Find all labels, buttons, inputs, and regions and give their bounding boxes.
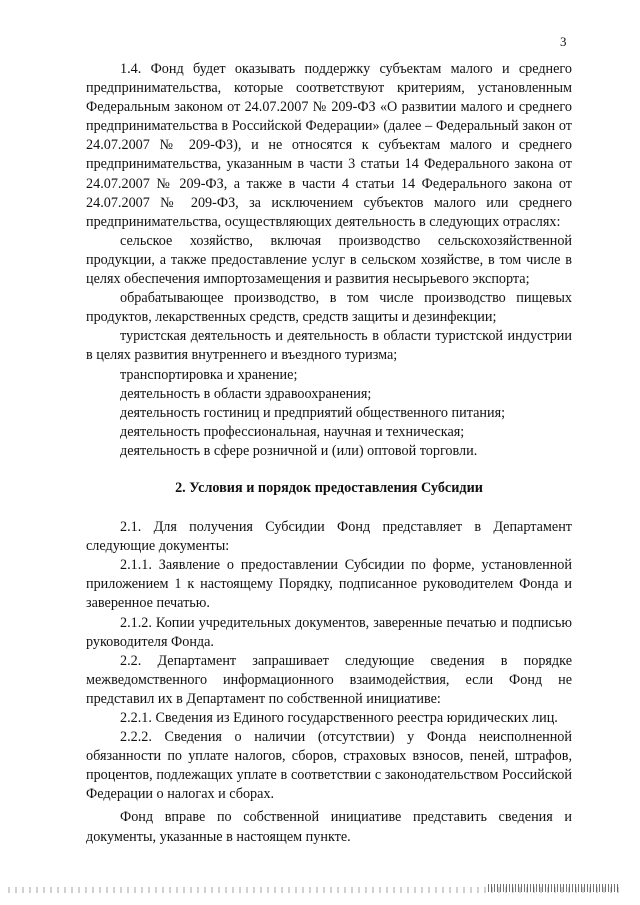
list-item-science: деятельность профессиональная, научная и техническая; [120, 423, 465, 440]
scan-artifact-marks [488, 884, 618, 892]
list-item-hospitality: деятельность гостиниц и предприятий общественного питания; [120, 404, 506, 421]
list-item-manufacturing: обрабатывающее производство, в том числе производство пищевых продуктов, лекарственных средств, средств защиты и дезинфекции; [86, 290, 572, 326]
page-number: 3 [560, 34, 567, 49]
document-body [86, 60, 572, 847]
list-item-trade: деятельность в сфере розничной и (или) оптовой торговли. [120, 442, 478, 459]
paragraph-fund-right: Фонд вправе по собственной инициативе представить сведения и документы, указанные в настоящем пункте. [86, 809, 572, 845]
paragraph-2-2-1: 2.2.1. Сведения из Единого государственного реестра юридических лиц. [120, 710, 558, 726]
paragraph-2-1-2: 2.1.2. Копии учредительных документов, заверенные печатью и подписью руководителя Фонда. [86, 614, 572, 650]
list-item-transport: транспортировка и хранение; [120, 366, 298, 383]
paragraph-2-2-2: 2.2.2. Сведения о наличии (отсутствии) у Фонда неисполненной обязанности по уплате налогов, сборов, страховых взносов, пеней, штрафов, процентов, подлежащих уплате в соответствии с законодательством Российской Федерации о налогах и сборах. [86, 729, 572, 803]
paragraph-2-1: 2.1. Для получения Субсидии Фонд представляет в Департамент следующие документы: [86, 519, 572, 555]
list-item-tourism: туристская деятельность и деятельность в области туристской индустрии в целях развития внутреннего и въездного туризма; [86, 328, 572, 364]
section-2-heading: 2. Условия и порядок предоставления Субсидии [175, 479, 483, 496]
paragraph-1-4: 1.4. Фонд будет оказывать поддержку субъектам малого и среднего предпринимательства, которые соответствуют критериям, установленным Федеральным законом от 24.07.2007 № 209-ФЗ «О развитии малого и среднего предпринимательства в Российской Федерации» (далее – Федеральный закон от 24.07.2007 № 209-ФЗ), и не относятся к субъектам малого и среднего предпринимательства, указанным в части 3 статьи 14 Федерального закона от 24.07.2007 № 209-ФЗ, а также в части 4 статьи 14 Федерального закона от 24.07.2007 № 209-ФЗ, за исключением субъектов малого или среднего предпринимательства, осуществляющих деятельность в следующих отраслях: [86, 61, 572, 230]
list-item-agriculture: сельское хозяйство, включая производство сельскохозяйственной продукции, а также предоставление услуг в сельском хозяйстве, в том числе в целях обеспечения импортозамещения и развития несырьевого экспорта; [86, 232, 572, 288]
list-item-healthcare: деятельность в области здравоохранения; [120, 385, 372, 402]
paragraph-2-1-1: 2.1.1. Заявление о предоставлении Субсидии по форме, установленной приложением 1 к настоящему Порядку, подписанное руководителем Фонда и заверенное печатью. [86, 557, 572, 612]
paragraph-2-2: 2.2. Департамент запрашивает следующие сведения в порядке межведомственного информационного взаимодействия, если Фонд не представил их в Департамент по собственной инициативе: [86, 652, 572, 707]
